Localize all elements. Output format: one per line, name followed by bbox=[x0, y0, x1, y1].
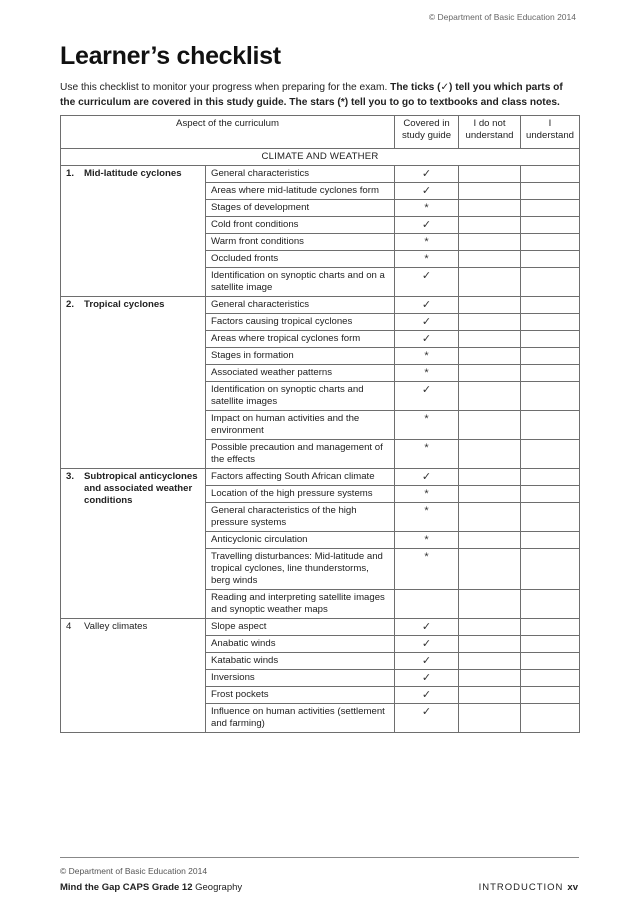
understand-box[interactable] bbox=[521, 183, 580, 200]
tick-mark: ✓ bbox=[395, 670, 459, 687]
item-cell: Anticyclonic circulation bbox=[206, 532, 395, 549]
item-cell: General characteristics of the high pressure systems bbox=[206, 503, 395, 532]
not-understand-box[interactable] bbox=[459, 590, 521, 619]
item-cell: Reading and interpreting satellite images and synoptic weather maps bbox=[206, 590, 395, 619]
understand-box[interactable] bbox=[521, 365, 580, 382]
not-understand-box[interactable] bbox=[459, 200, 521, 217]
star-mark: * bbox=[395, 532, 459, 549]
item-cell: Warm front conditions bbox=[206, 234, 395, 251]
topic-name: Tropical cyclones bbox=[84, 299, 165, 310]
understand-box[interactable] bbox=[521, 590, 580, 619]
tick-mark: ✓ bbox=[395, 653, 459, 670]
not-understand-box[interactable] bbox=[459, 469, 521, 486]
not-understand-box[interactable] bbox=[459, 166, 521, 183]
table-header-row bbox=[61, 116, 580, 149]
tick-mark: ✓ bbox=[395, 183, 459, 200]
item-cell: Inversions bbox=[206, 670, 395, 687]
star-mark: * bbox=[395, 234, 459, 251]
not-understand-box[interactable] bbox=[459, 331, 521, 348]
item-cell: Katabatic winds bbox=[206, 653, 395, 670]
footer-book-bold: Mind the Gap CAPS Grade 12 bbox=[60, 882, 193, 893]
not-understand-box[interactable] bbox=[459, 549, 521, 590]
page-title: Learner’s checklist bbox=[60, 42, 281, 70]
star-mark: * bbox=[395, 251, 459, 268]
not-understand-box[interactable] bbox=[459, 365, 521, 382]
topic-cell bbox=[61, 469, 206, 619]
not-understand-box[interactable] bbox=[459, 636, 521, 653]
table-row bbox=[61, 297, 580, 314]
tick-mark: ✓ bbox=[395, 687, 459, 704]
understand-box[interactable] bbox=[521, 532, 580, 549]
topic-number: 3. bbox=[66, 471, 75, 482]
item-cell: Cold front conditions bbox=[206, 217, 395, 234]
not-understand-box[interactable] bbox=[459, 670, 521, 687]
not-understand-box[interactable] bbox=[459, 382, 521, 411]
tick-mark: ✓ bbox=[395, 704, 459, 733]
understand-box[interactable] bbox=[521, 670, 580, 687]
understand-box[interactable] bbox=[521, 314, 580, 331]
tick-mark: ✓ bbox=[395, 297, 459, 314]
not-understand-box[interactable] bbox=[459, 314, 521, 331]
item-cell: Location of the high pressure systems bbox=[206, 486, 395, 503]
not-understand-box[interactable] bbox=[459, 440, 521, 469]
star-mark: * bbox=[395, 348, 459, 365]
understand-box[interactable] bbox=[521, 503, 580, 532]
topic-number: 1. bbox=[66, 168, 75, 179]
checklist-body bbox=[61, 149, 580, 733]
understand-box[interactable] bbox=[521, 166, 580, 183]
topic-name: Valley climates bbox=[84, 621, 148, 632]
item-cell: Factors causing tropical cyclones bbox=[206, 314, 395, 331]
footer-book-title bbox=[60, 882, 242, 893]
not-understand-box[interactable] bbox=[459, 486, 521, 503]
item-cell: Influence on human activities (settlement and farming) bbox=[206, 704, 395, 733]
intro-paragraph bbox=[60, 80, 580, 110]
not-understand-box[interactable] bbox=[459, 619, 521, 636]
table-row bbox=[61, 619, 580, 636]
topic-name: Subtropical anticyclones and associated weather conditions bbox=[84, 471, 198, 506]
understand-box[interactable] bbox=[521, 549, 580, 590]
table-row bbox=[61, 469, 580, 486]
tick-mark: ✓ bbox=[395, 331, 459, 348]
star-mark: * bbox=[395, 411, 459, 440]
item-cell: Impact on human activities and the environment bbox=[206, 411, 395, 440]
tick-mark: ✓ bbox=[395, 166, 459, 183]
intro-plain-text: Use this checklist to monitor your progress when preparing for the exam. bbox=[60, 82, 391, 93]
item-cell: Factors affecting South African climate bbox=[206, 469, 395, 486]
not-understand-box[interactable] bbox=[459, 348, 521, 365]
not-understand-box[interactable] bbox=[459, 297, 521, 314]
not-understand-box[interactable] bbox=[459, 704, 521, 733]
understand-box[interactable] bbox=[521, 234, 580, 251]
star-mark: * bbox=[395, 440, 459, 469]
not-understand-box[interactable] bbox=[459, 532, 521, 549]
footer-copyright: © Department of Basic Education 2014 bbox=[60, 866, 208, 876]
understand-box[interactable] bbox=[521, 331, 580, 348]
footer-section: INTRODUCTION bbox=[478, 882, 564, 893]
tick-mark: ✓ bbox=[395, 619, 459, 636]
footer-page-number: xv bbox=[567, 882, 578, 893]
topic-name: Mid-latitude cyclones bbox=[84, 168, 182, 179]
topic-cell bbox=[61, 166, 206, 297]
item-cell: Stages in formation bbox=[206, 348, 395, 365]
understand-box[interactable] bbox=[521, 411, 580, 440]
item-cell: Areas where tropical cyclones form bbox=[206, 331, 395, 348]
topic-number: 2. bbox=[66, 299, 75, 310]
star-mark: * bbox=[395, 503, 459, 532]
topic-cell bbox=[61, 619, 206, 733]
understand-box[interactable] bbox=[521, 704, 580, 733]
item-cell: Identification on synoptic charts and on a satellite image bbox=[206, 268, 395, 297]
not-understand-box[interactable] bbox=[459, 217, 521, 234]
understand-box[interactable] bbox=[521, 348, 580, 365]
understand-box[interactable] bbox=[521, 382, 580, 411]
item-cell: Possible precaution and management of the effects bbox=[206, 440, 395, 469]
table-row bbox=[61, 166, 580, 183]
item-cell: Frost pockets bbox=[206, 687, 395, 704]
understand-box[interactable] bbox=[521, 251, 580, 268]
understand-box[interactable] bbox=[521, 469, 580, 486]
topic-label bbox=[66, 621, 200, 633]
understand-box[interactable] bbox=[521, 200, 580, 217]
item-cell: Areas where mid-latitude cyclones form bbox=[206, 183, 395, 200]
tick-mark: ✓ bbox=[395, 636, 459, 653]
understand-box[interactable] bbox=[521, 297, 580, 314]
item-cell: Associated weather patterns bbox=[206, 365, 395, 382]
not-understand-box[interactable] bbox=[459, 411, 521, 440]
understand-box[interactable] bbox=[521, 486, 580, 503]
tick-mark: ✓ bbox=[395, 382, 459, 411]
understand-box[interactable] bbox=[521, 619, 580, 636]
topic-cell bbox=[61, 297, 206, 469]
tick-mark: ✓ bbox=[395, 314, 459, 331]
not-understand-box[interactable] bbox=[459, 687, 521, 704]
footer-page-label bbox=[479, 882, 578, 893]
star-mark: * bbox=[395, 365, 459, 382]
item-cell: Travelling disturbances: Mid-latitude and tropical cyclones, line thunderstorms, berg winds bbox=[206, 549, 395, 590]
not-understand-box[interactable] bbox=[459, 653, 521, 670]
header-not-understand: I do not understand bbox=[459, 116, 521, 149]
item-cell: Anabatic winds bbox=[206, 636, 395, 653]
item-cell: Occluded fronts bbox=[206, 251, 395, 268]
tick-mark: ✓ bbox=[395, 268, 459, 297]
header-aspect: Aspect of the curriculum bbox=[61, 116, 395, 149]
topic-label bbox=[66, 299, 200, 311]
item-cell: General characteristics bbox=[206, 297, 395, 314]
not-understand-box[interactable] bbox=[459, 251, 521, 268]
star-mark: * bbox=[395, 486, 459, 503]
understand-box[interactable] bbox=[521, 653, 580, 670]
learner-checklist-table bbox=[60, 115, 580, 733]
star-mark: * bbox=[395, 549, 459, 590]
header-understand: I understand bbox=[521, 116, 580, 149]
item-cell: Stages of development bbox=[206, 200, 395, 217]
item-cell: General characteristics bbox=[206, 166, 395, 183]
header-copyright: © Department of Basic Education 2014 bbox=[428, 12, 576, 22]
topic-label bbox=[66, 168, 200, 180]
topic-label bbox=[66, 471, 200, 507]
not-understand-box[interactable] bbox=[459, 183, 521, 200]
tick-mark: ✓ bbox=[395, 217, 459, 234]
item-cell: Slope aspect bbox=[206, 619, 395, 636]
header-covered: Covered in study guide bbox=[395, 116, 459, 149]
section-heading: CLIMATE AND WEATHER bbox=[61, 149, 580, 166]
understand-box[interactable] bbox=[521, 268, 580, 297]
understand-box[interactable] bbox=[521, 217, 580, 234]
understand-box[interactable] bbox=[521, 440, 580, 469]
understand-box[interactable] bbox=[521, 687, 580, 704]
intro-bold-text: The ticks (✓) tell you which parts of the curriculum are covered in this study guide. The stars (*) tell you to go to textbooks and class notes. bbox=[60, 82, 563, 108]
not-understand-box[interactable] bbox=[459, 268, 521, 297]
footer-divider bbox=[60, 857, 579, 858]
section-row bbox=[61, 149, 580, 166]
item-cell: Identification on synoptic charts and satellite images bbox=[206, 382, 395, 411]
not-understand-box[interactable] bbox=[459, 503, 521, 532]
topic-number: 4 bbox=[66, 621, 72, 632]
empty-mark bbox=[395, 590, 459, 619]
star-mark: * bbox=[395, 200, 459, 217]
tick-mark: ✓ bbox=[395, 469, 459, 486]
footer-book-rest: Geography bbox=[192, 882, 243, 893]
understand-box[interactable] bbox=[521, 636, 580, 653]
not-understand-box[interactable] bbox=[459, 234, 521, 251]
